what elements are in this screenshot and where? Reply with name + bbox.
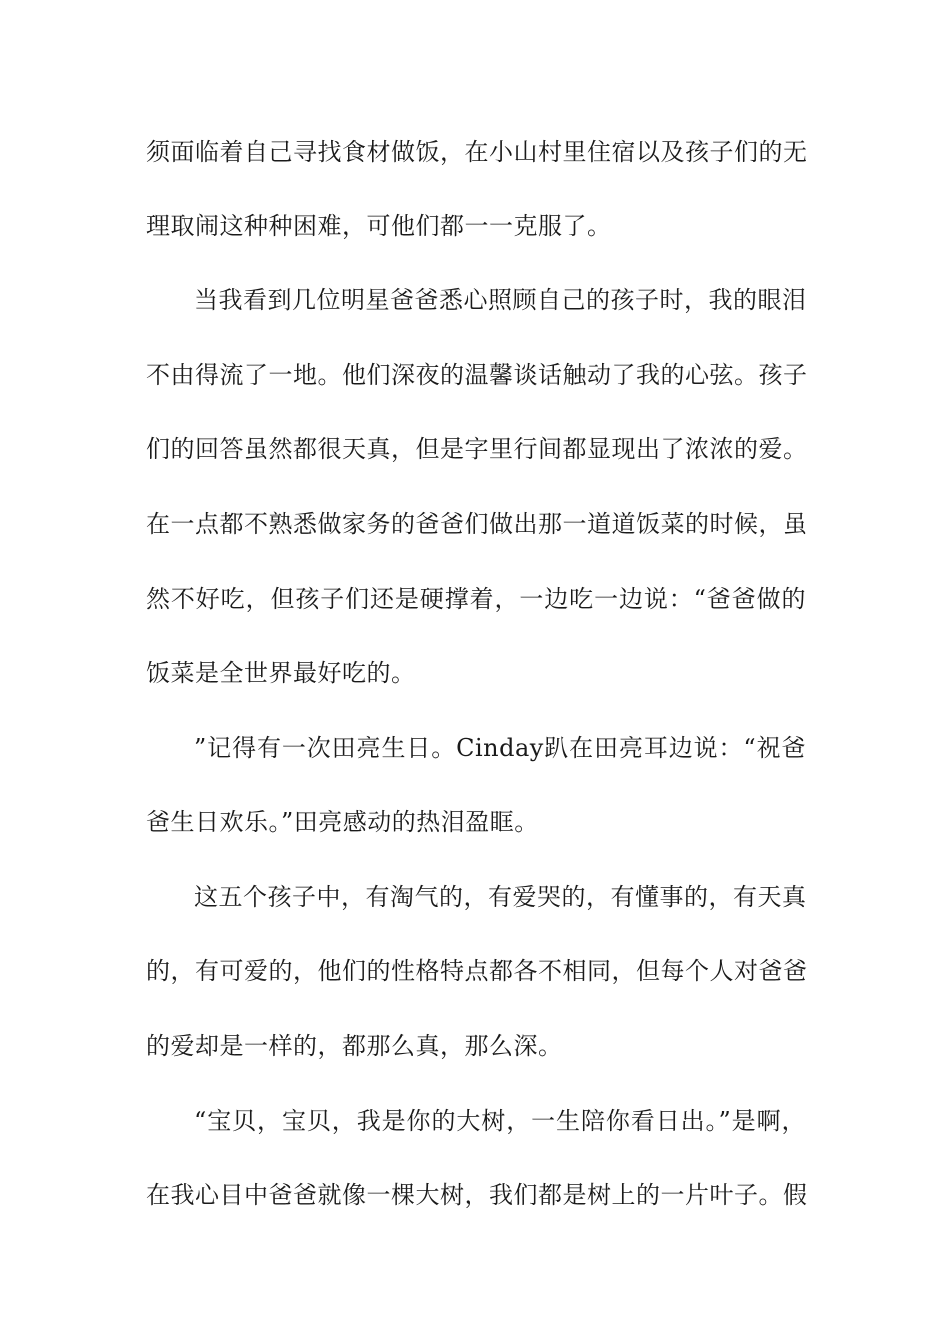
text-line: 在我心目中爸爸就像一棵大树，我们都是树上的一片叶子。假 bbox=[146, 1181, 808, 1209]
text-line: 这五个孩子中，有淘气的，有爱哭的，有懂事的，有天真 bbox=[194, 883, 807, 911]
text-line: 的，有可爱的，他们的性格特点都各不相同，但每个人对爸爸 bbox=[146, 957, 808, 985]
text-line: 们的回答虽然都很天真，但是字里行间都显现出了浓浓的爱。 bbox=[146, 435, 808, 463]
text-line: 须面临着自己寻找食材做饭，在小山村里住宿以及孩子们的无 bbox=[146, 138, 808, 166]
text-line: 在一点都不熟悉做家务的爸爸们做出那一道道饭菜的时候，虽 bbox=[146, 510, 808, 538]
text-line: “宝贝，宝贝，我是你的大树，一生陪你看日出。”是啊， bbox=[194, 1107, 806, 1135]
text-line: ”记得有一次田亮生日。Cinday趴在田亮耳边说：“祝爸 bbox=[194, 734, 806, 762]
text-line: 理取闹这种种困难，可他们都一一克服了。 bbox=[146, 212, 612, 240]
text-line: 当我看到几位明星爸爸悉心照顾自己的孩子时，我的眼泪 bbox=[194, 286, 807, 314]
text-line: 的爱却是一样的，都那么真，那么深。 bbox=[146, 1032, 563, 1060]
text-line: 饭菜是全世界最好吃的。 bbox=[146, 659, 416, 687]
text-line: 不由得流了一地。他们深夜的温馨谈话触动了我的心弦。孩子 bbox=[146, 361, 808, 389]
text-line: 爸生日欢乐。”田亮感动的热泪盈眶。 bbox=[146, 808, 539, 836]
text-line: 然不好吃，但孩子们还是硬撑着，一边吃一边说：“爸爸做的 bbox=[146, 585, 806, 613]
